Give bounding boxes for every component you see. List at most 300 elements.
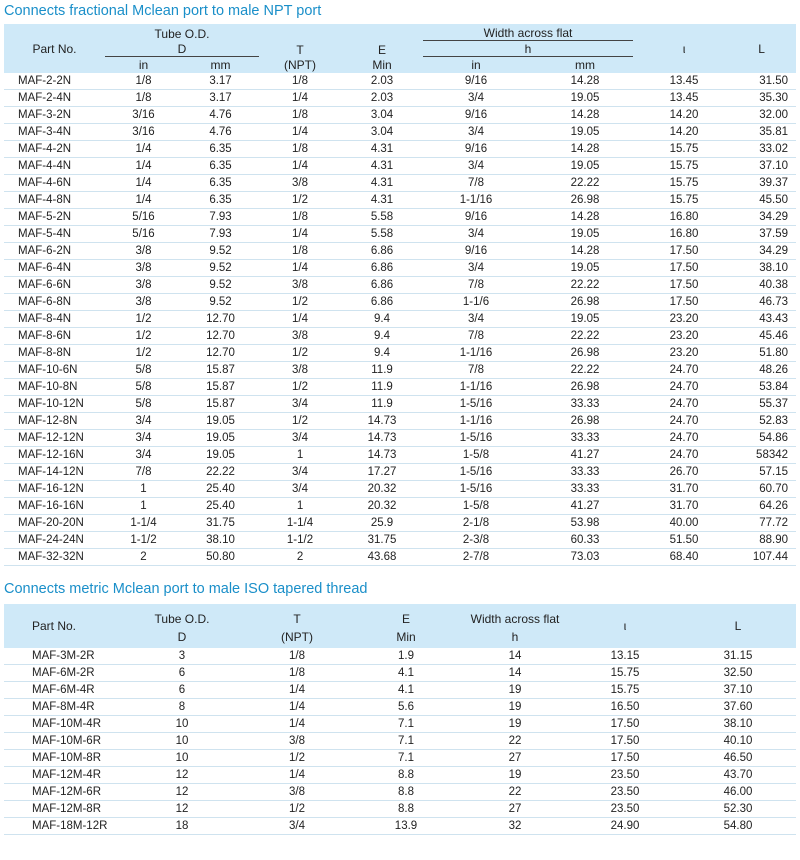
- part-number-cell: MAF-10M-6R: [4, 733, 122, 750]
- part-number-cell: MAF-12-12N: [4, 430, 105, 447]
- table-cell: 23.20: [641, 311, 727, 328]
- table-cell: 1/2: [259, 413, 341, 430]
- table-row: [4, 498, 796, 515]
- part-number-cell: MAF-6M-2R: [4, 665, 122, 682]
- table-cell: 32.00: [727, 107, 796, 124]
- table-cell: 4.1: [352, 665, 460, 682]
- table-cell: 9.4: [341, 311, 423, 328]
- table-cell: 7/8: [423, 328, 529, 345]
- table-cell: 15.75: [641, 158, 727, 175]
- table-cell: 1/4: [105, 175, 182, 192]
- table-cell: 17.50: [570, 733, 680, 750]
- table-cell: 31.15: [680, 648, 796, 665]
- table-cell: 2: [259, 549, 341, 566]
- table-cell: 55.37: [727, 396, 796, 413]
- table2-title: Connects metric Mclean port to male ISO tapered thread: [4, 581, 368, 597]
- table-cell: 7.1: [352, 750, 460, 767]
- table-cell: 15.75: [641, 141, 727, 158]
- table-cell: 23.50: [570, 801, 680, 818]
- table-cell: 9/16: [423, 73, 529, 90]
- table-cell: 15.75: [570, 665, 680, 682]
- table-cell: 57.15: [727, 464, 796, 481]
- table-cell: 3/4: [242, 818, 352, 835]
- part-number-cell: MAF-3M-2R: [4, 648, 122, 665]
- table-cell: 5.58: [341, 226, 423, 243]
- table-cell: 1/4: [259, 158, 341, 175]
- table-cell: 14.73: [341, 413, 423, 430]
- table-cell: 46.73: [727, 294, 796, 311]
- part-number-cell: MAF-18M-12R: [4, 818, 122, 835]
- table-cell: 15.87: [182, 362, 259, 379]
- part-number-cell: MAF-2-2N: [4, 73, 105, 90]
- table-cell: 5.6: [352, 699, 460, 716]
- table-cell: 51.50: [641, 532, 727, 549]
- table2-section: [0, 581, 800, 835]
- t2-header-npt: (NPT): [242, 626, 352, 648]
- table-cell: 3.04: [341, 124, 423, 141]
- table-cell: 60.70: [727, 481, 796, 498]
- table-cell: 9.4: [341, 345, 423, 362]
- table-cell: 1-5/16: [423, 396, 529, 413]
- table-cell: 12: [122, 784, 242, 801]
- table-cell: 38.10: [680, 716, 796, 733]
- table-cell: 1/4: [242, 716, 352, 733]
- table-cell: 1/4: [259, 124, 341, 141]
- table-cell: 2-1/8: [423, 515, 529, 532]
- header-npt: (NPT): [259, 57, 341, 73]
- table-row: [4, 699, 796, 716]
- table-cell: 33.33: [529, 464, 641, 481]
- part-number-cell: MAF-12-16N: [4, 447, 105, 464]
- header-h-mm: mm: [529, 57, 641, 73]
- header-width-across-flat-text: Width across flat: [423, 26, 633, 41]
- table-cell: 9.52: [182, 277, 259, 294]
- table-cell: 6.86: [341, 243, 423, 260]
- table-row: [4, 481, 796, 498]
- table-cell: 9/16: [423, 243, 529, 260]
- table-cell: 2-3/8: [423, 532, 529, 549]
- table-cell: 6: [122, 665, 242, 682]
- table-row: [4, 260, 796, 277]
- table-cell: 3.04: [341, 107, 423, 124]
- table-cell: 31.70: [641, 481, 727, 498]
- table-cell: 8: [122, 699, 242, 716]
- table-cell: 5/16: [105, 209, 182, 226]
- table-cell: 34.29: [727, 209, 796, 226]
- table-row: [4, 801, 796, 818]
- header-min: Min: [341, 57, 423, 73]
- table-cell: 7/8: [105, 464, 182, 481]
- table-cell: 16.50: [570, 699, 680, 716]
- table-cell: 26.98: [529, 192, 641, 209]
- table-cell: 22: [460, 733, 570, 750]
- part-number-cell: MAF-4-4N: [4, 158, 105, 175]
- part-number-cell: MAF-10M-8R: [4, 750, 122, 767]
- table-cell: 1/8: [259, 73, 341, 90]
- table-cell: 19: [460, 699, 570, 716]
- table-cell: 13.9: [352, 818, 460, 835]
- table-cell: 8.8: [352, 767, 460, 784]
- header-d-cell: [105, 41, 259, 57]
- header-h-in: in: [423, 57, 529, 73]
- table-cell: 3.17: [182, 90, 259, 107]
- table-cell: 24.70: [641, 430, 727, 447]
- table-cell: 6.86: [341, 277, 423, 294]
- table-cell: 17.50: [570, 716, 680, 733]
- table-cell: 13.45: [641, 73, 727, 90]
- table-cell: 37.10: [680, 682, 796, 699]
- header-mm: mm: [182, 57, 259, 73]
- table-cell: 5/8: [105, 362, 182, 379]
- table-cell: 35.81: [727, 124, 796, 141]
- table-cell: 2: [105, 549, 182, 566]
- part-number-cell: MAF-4-2N: [4, 141, 105, 158]
- table-cell: 22: [460, 784, 570, 801]
- table-cell: 7.1: [352, 716, 460, 733]
- table-cell: 4.1: [352, 682, 460, 699]
- table1-header-row-1: [4, 24, 796, 41]
- table-cell: 60.33: [529, 532, 641, 549]
- table-cell: 43.70: [680, 767, 796, 784]
- table-cell: 1/8: [259, 107, 341, 124]
- table-cell: 16.80: [641, 209, 727, 226]
- table-cell: 1: [105, 498, 182, 515]
- table-cell: 3/8: [242, 733, 352, 750]
- table-cell: 3/4: [423, 226, 529, 243]
- table-cell: 6.35: [182, 192, 259, 209]
- table-cell: 24.70: [641, 379, 727, 396]
- table-cell: 24.70: [641, 447, 727, 464]
- table-cell: 23.50: [570, 784, 680, 801]
- table-cell: 3/8: [259, 362, 341, 379]
- table-cell: 12: [122, 801, 242, 818]
- table-cell: 31.75: [182, 515, 259, 532]
- table-cell: 14: [460, 665, 570, 682]
- t2-header-h: h: [460, 626, 570, 648]
- table-row: [4, 158, 796, 175]
- header-width-across-flat: [423, 24, 641, 41]
- part-number-cell: MAF-6-6N: [4, 277, 105, 294]
- table-cell: 1-1/16: [423, 345, 529, 362]
- table-cell: 10: [122, 750, 242, 767]
- table-cell: 19: [460, 682, 570, 699]
- table-row: [4, 243, 796, 260]
- table-row: [4, 345, 796, 362]
- table-cell: 40.10: [680, 733, 796, 750]
- part-number-cell: MAF-8-6N: [4, 328, 105, 345]
- part-number-cell: MAF-12-8N: [4, 413, 105, 430]
- table-row: [4, 141, 796, 158]
- part-number-cell: MAF-8-8N: [4, 345, 105, 362]
- t2-header-d: D: [122, 626, 242, 648]
- table-cell: 1-5/16: [423, 430, 529, 447]
- table-cell: 1/8: [259, 243, 341, 260]
- table-cell: 1: [259, 447, 341, 464]
- table-cell: 8.8: [352, 784, 460, 801]
- table-cell: 1/4: [259, 311, 341, 328]
- table-cell: 17.27: [341, 464, 423, 481]
- table-cell: 1/2: [259, 379, 341, 396]
- part-number-cell: MAF-5-2N: [4, 209, 105, 226]
- table-cell: 16.80: [641, 226, 727, 243]
- table-cell: 1-5/16: [423, 481, 529, 498]
- part-number-cell: MAF-10-6N: [4, 362, 105, 379]
- table-cell: 1/8: [242, 648, 352, 665]
- table-cell: 27: [460, 750, 570, 767]
- table-row: [4, 750, 796, 767]
- table-cell: 24.70: [641, 413, 727, 430]
- table-cell: 1-1/16: [423, 192, 529, 209]
- table-cell: 1/8: [105, 90, 182, 107]
- table-cell: 3/8: [105, 260, 182, 277]
- table-cell: 24.70: [641, 362, 727, 379]
- table-cell: 4.31: [341, 158, 423, 175]
- table-cell: 33.33: [529, 481, 641, 498]
- table-cell: 9.4: [341, 328, 423, 345]
- table-cell: 1/2: [242, 750, 352, 767]
- table-cell: 7.93: [182, 209, 259, 226]
- table-cell: 1-1/16: [423, 379, 529, 396]
- table-cell: 50.80: [182, 549, 259, 566]
- table-cell: 1-1/2: [259, 532, 341, 549]
- table-row: [4, 515, 796, 532]
- part-number-cell: MAF-20-20N: [4, 515, 105, 532]
- table-cell: 19: [460, 767, 570, 784]
- part-number-cell: MAF-8-4N: [4, 311, 105, 328]
- table-cell: 1-5/16: [423, 464, 529, 481]
- table-cell: 19.05: [182, 447, 259, 464]
- table-cell: 33.33: [529, 430, 641, 447]
- header-l: L: [727, 24, 796, 73]
- table-cell: 43.43: [727, 311, 796, 328]
- table-cell: 3/4: [105, 413, 182, 430]
- part-number-cell: MAF-6-2N: [4, 243, 105, 260]
- table-cell: 24.90: [570, 818, 680, 835]
- table-row: [4, 73, 796, 90]
- table-cell: 48.26: [727, 362, 796, 379]
- table-cell: 13.15: [570, 648, 680, 665]
- table-cell: 31.70: [641, 498, 727, 515]
- table-cell: 32: [460, 818, 570, 835]
- table-cell: 52.83: [727, 413, 796, 430]
- table-cell: 40.00: [641, 515, 727, 532]
- part-number-cell: MAF-16-16N: [4, 498, 105, 515]
- header-part-no: Part No.: [4, 24, 105, 73]
- table-cell: 4.76: [182, 107, 259, 124]
- table-cell: 77.72: [727, 515, 796, 532]
- table-cell: 1/2: [242, 801, 352, 818]
- table-cell: 1-1/4: [105, 515, 182, 532]
- table-cell: 6.86: [341, 294, 423, 311]
- table-cell: 1-5/8: [423, 447, 529, 464]
- table-row: [4, 767, 796, 784]
- table-cell: 14.73: [341, 447, 423, 464]
- table-cell: 6: [122, 682, 242, 699]
- part-number-cell: MAF-5-4N: [4, 226, 105, 243]
- part-number-cell: MAF-16-12N: [4, 481, 105, 498]
- table-cell: 6.35: [182, 175, 259, 192]
- table-cell: 107.44: [727, 549, 796, 566]
- table-cell: 6.35: [182, 141, 259, 158]
- table-cell: 41.27: [529, 498, 641, 515]
- part-number-cell: MAF-10-12N: [4, 396, 105, 413]
- part-number-cell: MAF-3-2N: [4, 107, 105, 124]
- table-row: [4, 107, 796, 124]
- table-cell: 1/8: [259, 141, 341, 158]
- table-cell: 23.20: [641, 345, 727, 362]
- table-row: [4, 682, 796, 699]
- table-cell: 37.10: [727, 158, 796, 175]
- table-cell: 10: [122, 733, 242, 750]
- table-cell: 1-1/2: [105, 532, 182, 549]
- npt-table: [4, 24, 796, 566]
- table-cell: 22.22: [529, 277, 641, 294]
- table-cell: 53.84: [727, 379, 796, 396]
- table-cell: 14.28: [529, 243, 641, 260]
- table-cell: 1/4: [105, 158, 182, 175]
- table-row: [4, 464, 796, 481]
- table-cell: 32.50: [680, 665, 796, 682]
- table-cell: 1/4: [105, 192, 182, 209]
- table-row: [4, 447, 796, 464]
- table-cell: 51.80: [727, 345, 796, 362]
- table-cell: 3/4: [259, 464, 341, 481]
- table-cell: 15.75: [641, 175, 727, 192]
- table-cell: 2-7/8: [423, 549, 529, 566]
- table-cell: 3.17: [182, 73, 259, 90]
- table-cell: 37.60: [680, 699, 796, 716]
- table-cell: 25.40: [182, 498, 259, 515]
- t2-header-min: Min: [352, 626, 460, 648]
- table-cell: 9/16: [423, 209, 529, 226]
- table-cell: 25.40: [182, 481, 259, 498]
- table-cell: 45.46: [727, 328, 796, 345]
- part-number-cell: MAF-12M-6R: [4, 784, 122, 801]
- table-cell: 23.50: [570, 767, 680, 784]
- table-cell: 1: [259, 498, 341, 515]
- part-number-cell: MAF-14-12N: [4, 464, 105, 481]
- table-cell: 5/8: [105, 379, 182, 396]
- table-row: [4, 209, 796, 226]
- table-cell: 3/4: [423, 124, 529, 141]
- table-cell: 3/16: [105, 107, 182, 124]
- table-cell: 53.98: [529, 515, 641, 532]
- table-cell: 2.03: [341, 90, 423, 107]
- table-cell: 14: [460, 648, 570, 665]
- table-cell: 35.30: [727, 90, 796, 107]
- table-cell: 1/4: [242, 699, 352, 716]
- table-cell: 3/8: [259, 277, 341, 294]
- table-cell: 31.75: [341, 532, 423, 549]
- table-cell: 19.05: [529, 90, 641, 107]
- table-cell: 7.1: [352, 733, 460, 750]
- table-cell: 19.05: [529, 260, 641, 277]
- part-number-cell: MAF-3-4N: [4, 124, 105, 141]
- table-cell: 3/16: [105, 124, 182, 141]
- table-cell: 26.98: [529, 379, 641, 396]
- table-cell: 3/8: [105, 277, 182, 294]
- table-cell: 19: [460, 716, 570, 733]
- table-cell: 3/8: [105, 243, 182, 260]
- table-cell: 5.58: [341, 209, 423, 226]
- table-cell: 14.28: [529, 209, 641, 226]
- table-cell: 33.33: [529, 396, 641, 413]
- table-row: [4, 192, 796, 209]
- table-cell: 9/16: [423, 141, 529, 158]
- table-cell: 6.86: [341, 260, 423, 277]
- table-cell: 1/2: [259, 192, 341, 209]
- table-row: [4, 430, 796, 447]
- table-cell: 45.50: [727, 192, 796, 209]
- table-cell: 7/8: [423, 362, 529, 379]
- table-cell: 11.9: [341, 362, 423, 379]
- table2-header-row-1: [4, 604, 796, 626]
- table-cell: 22.22: [182, 464, 259, 481]
- table-cell: 4.31: [341, 192, 423, 209]
- table-cell: 3/4: [105, 447, 182, 464]
- table-cell: 39.37: [727, 175, 796, 192]
- table-row: [4, 665, 796, 682]
- table-row: [4, 277, 796, 294]
- header-iota: ι: [641, 24, 727, 73]
- table-cell: 1/4: [242, 682, 352, 699]
- table-cell: 7.93: [182, 226, 259, 243]
- table1-body: [4, 73, 796, 566]
- table-cell: 1/8: [259, 209, 341, 226]
- header-e: E: [341, 24, 423, 57]
- part-number-cell: MAF-12M-4R: [4, 767, 122, 784]
- table-cell: 17.50: [641, 294, 727, 311]
- table-cell: 19.05: [182, 413, 259, 430]
- table-cell: 20.32: [341, 498, 423, 515]
- header-tube-od: Tube O.D.: [105, 24, 259, 41]
- table-cell: 15.87: [182, 379, 259, 396]
- table-cell: 1-1/4: [259, 515, 341, 532]
- table-cell: 9.52: [182, 294, 259, 311]
- table-cell: 54.80: [680, 818, 796, 835]
- header-h-cell: [423, 41, 641, 57]
- part-number-cell: MAF-2-4N: [4, 90, 105, 107]
- part-number-cell: MAF-6-8N: [4, 294, 105, 311]
- table-row: [4, 532, 796, 549]
- table-row: [4, 549, 796, 566]
- part-number-cell: MAF-8M-4R: [4, 699, 122, 716]
- table-cell: 1: [105, 481, 182, 498]
- table-cell: 3/8: [242, 784, 352, 801]
- table-cell: 3/8: [259, 175, 341, 192]
- table-cell: 10: [122, 716, 242, 733]
- table-cell: 19.05: [529, 226, 641, 243]
- part-number-cell: MAF-6M-4R: [4, 682, 122, 699]
- table-cell: 1/2: [105, 345, 182, 362]
- table-cell: 11.9: [341, 396, 423, 413]
- table-cell: 17.50: [641, 277, 727, 294]
- table-cell: 15.75: [570, 682, 680, 699]
- table-row: [4, 362, 796, 379]
- table-row: [4, 90, 796, 107]
- table-cell: 31.50: [727, 73, 796, 90]
- table-cell: 22.22: [529, 175, 641, 192]
- table-cell: 1/2: [105, 311, 182, 328]
- table-row: [4, 294, 796, 311]
- table-cell: 1/2: [105, 328, 182, 345]
- table-cell: 22.22: [529, 328, 641, 345]
- table-cell: 58342: [727, 447, 796, 464]
- header-t: T: [259, 24, 341, 57]
- t2-header-iota: ι: [570, 604, 680, 648]
- table-cell: 14.28: [529, 107, 641, 124]
- header-in: in: [105, 57, 182, 73]
